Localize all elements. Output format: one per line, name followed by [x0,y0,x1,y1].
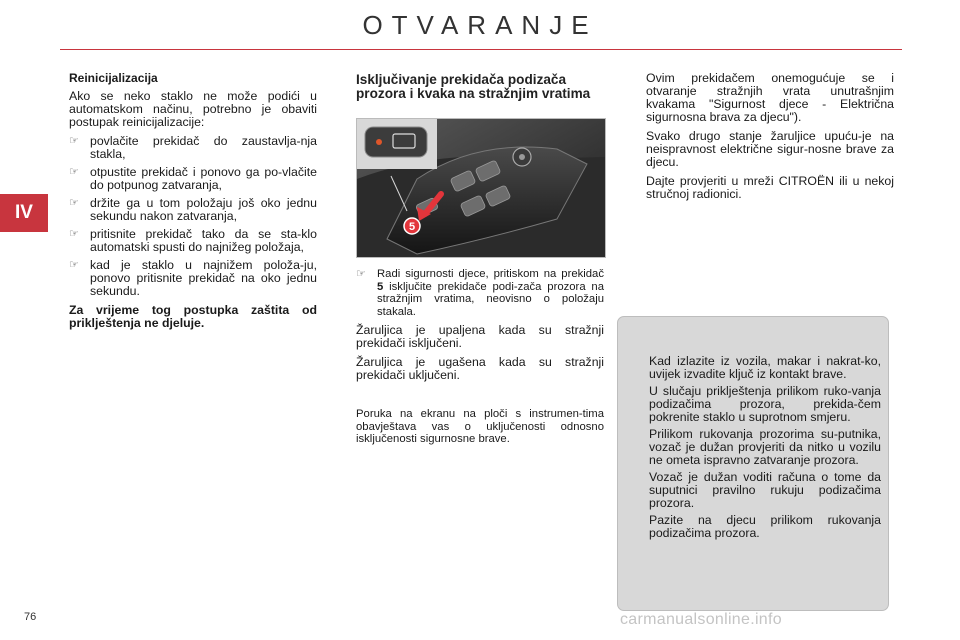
chapter-tab: IV [0,194,48,232]
reinitialization-steps [69,135,317,298]
list-item: ☞ Radi sigurnosti djece, pritiskom na prekidač 5 isključite prekidače podi-zača prozora na stražnjim vratima, neovisno o položaju stakala. [356,268,604,318]
child-safety-bullet [356,268,604,318]
info-paragraph: Prilikom rukovanja prozorima su-putnika, vozač je dužan provjeriti da nitko u vozilu ne ometa ispravno zatvaranje prozora. [649,427,881,467]
anti-pinch-warning: Za vrijeme tog postupka zaštita od priklještenja ne djeluje. [69,303,317,330]
page-title: OTVARANJE [362,10,598,40]
pointing-hand-icon: ☞ [69,259,79,271]
pointing-hand-icon: ☞ [69,135,79,147]
lamp-off-text: Žaruljica je ugašena kada su stražnji prekidači uključeni. [356,355,604,382]
page-number: 76 [24,611,37,623]
right-paragraph: Svako drugo stanje žaruljice upuću-je na neispravnost električne sigur-nosne brave za djecu. [646,129,894,169]
list-item: ☞ povlačite prekidač do zaustavlja-nja stakla, [69,134,317,161]
middle-column [356,72,604,452]
section-heading: Isključivanje prekidača podizača prozora i kvaka na stražnjim vratima [356,72,591,101]
display-message-note: Poruka na ekranu na ploči s instrumen-tima obavještava vas o uključenosti odnosno isključenosti sigurnosne brave. [356,408,604,445]
info-paragraph: U slučaju priklještenja prilikom ruko-vanja podizačima prozora, prekida-čem pokrenite staklo u suprotnom smjeru. [649,384,881,424]
callout-number: 5 [408,221,416,233]
pointing-hand-icon: ☞ [69,228,79,240]
pointing-hand-icon: ☞ [69,197,79,209]
list-item: ☞ pritisnite prekidač tako da se sta-klo automatski spusti do najnižeg položaja, [69,227,317,254]
right-paragraph: Ovim prekidačem onemogućuje se i otvaranje stražnjih vrata unutrašnjim kvakama "Sigurnost djece - Električna sigurnosna brava za djecu"). [646,71,894,124]
info-paragraph: Pazite na djecu prilikom rukovanja podizačima prozora. [649,513,881,540]
info-paragraph: Kad izlazite iz vozila, makar i nakrat-ko, uvijek izvadite ključ iz kontakt brave. [649,354,881,381]
pointing-hand-icon: ☞ [356,268,366,280]
title-divider [60,49,902,50]
list-item: ☞ držite ga u tom položaju još oko jednu sekundu nakon zatvaranja, [69,196,317,223]
safety-info-box [617,316,889,611]
door-switch-panel-photo [356,118,606,258]
right-paragraph: Dajte provjeriti u mreži CITROËN ili u nekoj stručnoj radionici. [646,174,894,201]
list-item: ☞ otpustite prekidač i ponovo ga po-vlačite do potpunog zatvaranja, [69,165,317,192]
lamp-on-text: Žaruljica je upaljena kada su stražnji prekidači isključeni. [356,323,604,350]
left-column [69,72,317,336]
info-paragraph: Vozač je dužan voditi računa o tome da suputnici pravilno rukuju podizačima prozora. [649,470,881,510]
reinitialization-intro: Ako se neko staklo ne može podići u automatskom načinu, potrebno je obaviti postupak reinicijalizacije: [69,89,317,129]
reinitialization-subheading: Reinicijalizacija [69,71,158,85]
right-column [646,72,894,207]
list-item: ☞ kad je staklo u najnižem položa-ju, ponovo pritisnite prekidač na oko jednu sekundu. [69,258,317,298]
pointing-hand-icon: ☞ [69,166,79,178]
watermark: carmanualsonline.info [620,611,782,628]
